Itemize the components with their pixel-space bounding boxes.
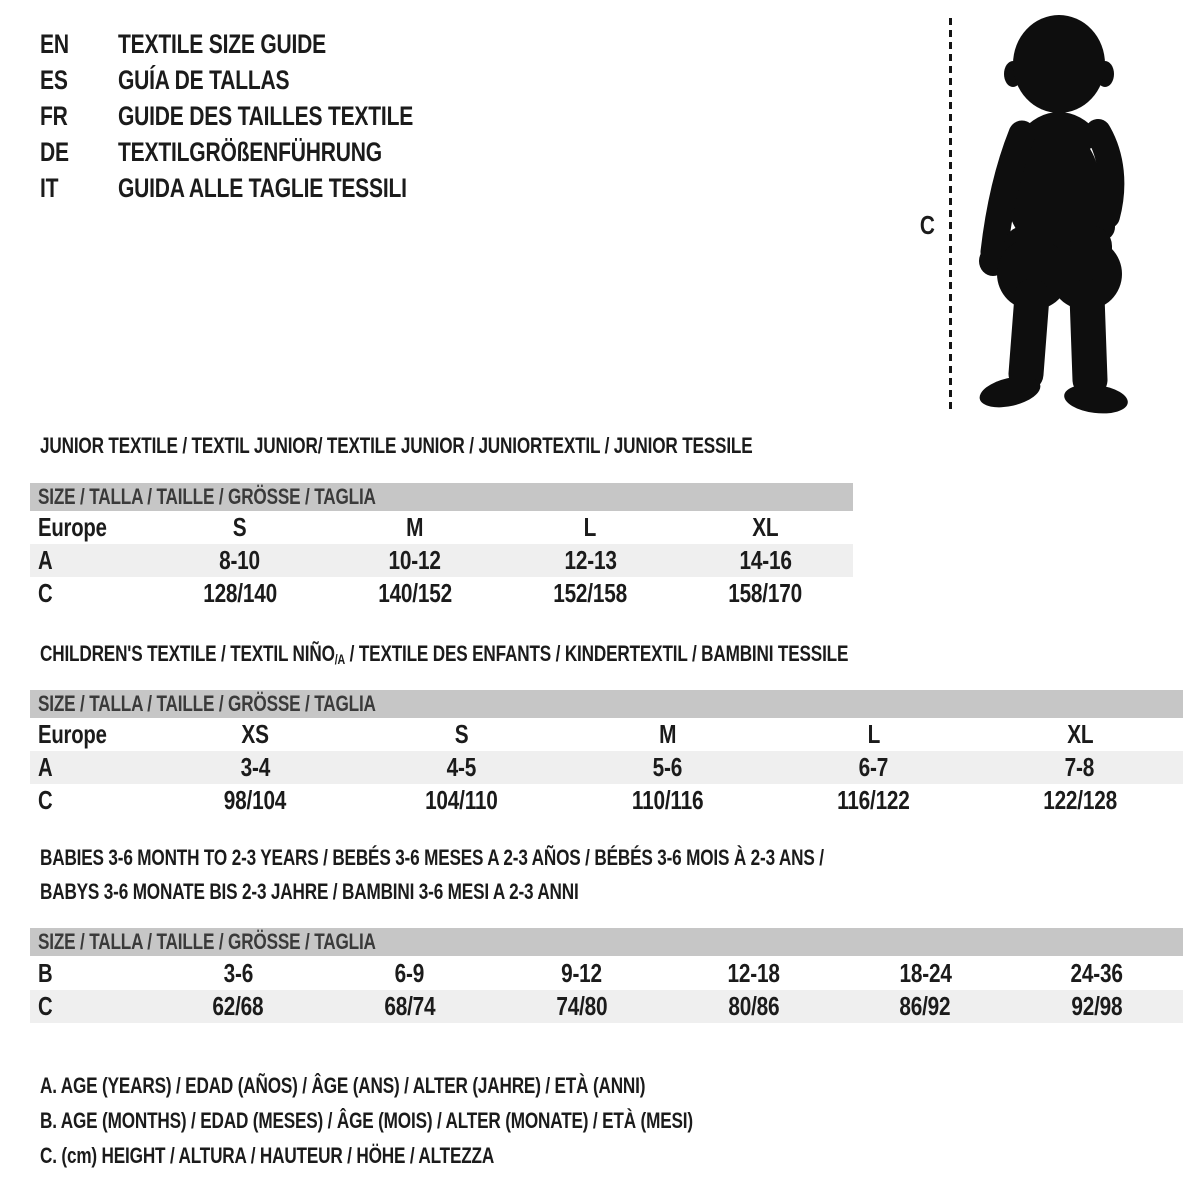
junior-section-title: JUNIOR TEXTILE / TEXTIL JUNIOR/ TEXTILE JUNIOR / JUNIORTEXTIL / JUNIOR TESSILE <box>40 433 753 458</box>
language-row-es <box>40 62 496 98</box>
row-label-c: C <box>38 785 53 815</box>
babies-size-table <box>30 957 1183 1023</box>
junior-age-m: 10-12 <box>327 544 502 577</box>
junior-size-table <box>30 511 853 610</box>
junior-age-xl: 14-16 <box>678 544 853 577</box>
babies-section-title-line1: BABIES 3-6 MONTH TO 2-3 YEARS / BEBÉS 3-6 MESES A 2-3 AÑOS / BÉBÉS 3-6 MOIS À 2-3 ANS / <box>40 845 824 870</box>
measure-legend <box>40 1068 877 1173</box>
junior-size-s: S <box>232 512 247 542</box>
children-age-s: 4-5 <box>358 751 564 784</box>
children-height-m: 110/116 <box>631 785 704 815</box>
children-size-table <box>30 718 1183 817</box>
guide-title-fr: GUIDE DES TAILLES TEXTILE <box>118 100 414 131</box>
legend-age-months: B. AGE (MONTHS) / EDAD (MESES) / ÂGE (MOIS) / ALTER (MONATE) / ETÀ (MESI) <box>40 1108 693 1133</box>
children-age-xl: 7-8 <box>977 751 1183 784</box>
legend-height-cm: C. (cm) HEIGHT / ALTURA / HAUTEUR / HÖHE / ALTEZZA <box>40 1143 495 1168</box>
junior-height-row <box>30 577 853 610</box>
junior-height-s: 128/140 <box>202 578 277 608</box>
language-row-fr <box>40 98 496 134</box>
language-code-es: ES <box>40 64 68 95</box>
row-label-a: A <box>30 544 152 577</box>
guide-title-es: GUÍA DE TALLAS <box>118 64 290 95</box>
children-size-m: M <box>658 719 677 749</box>
children-age-xs: 3-4 <box>152 751 358 784</box>
babies-height-row <box>30 990 1183 1023</box>
children-size-header-bar: SIZE / TALLA / TAILLE / GRÖSSE / TAGLIA <box>30 690 1183 718</box>
children-height-xs: 98/104 <box>223 785 287 815</box>
babies-months-1: 3-6 <box>223 958 253 988</box>
baby-silhouette-icon <box>966 14 1138 420</box>
babies-months-5: 18-24 <box>899 958 952 988</box>
junior-age-row <box>30 544 853 577</box>
children-size-s: S <box>454 719 469 749</box>
language-row-en <box>40 26 496 62</box>
guide-title-de: TEXTILGRÖßENFÜHRUNG <box>118 136 382 167</box>
guide-title-en: TEXTILE SIZE GUIDE <box>118 28 327 59</box>
row-label-b: B <box>38 958 53 988</box>
row-label-a: A <box>30 751 152 784</box>
babies-height-1: 62/68 <box>152 990 324 1023</box>
row-label-c: C <box>30 990 152 1023</box>
babies-months-4: 12-18 <box>727 958 780 988</box>
children-age-row <box>30 751 1183 784</box>
children-size-l: L <box>867 719 880 749</box>
junior-size-l: L <box>583 512 597 542</box>
language-code-de: DE <box>40 136 69 167</box>
babies-section-title-line2: BABYS 3-6 MONATE BIS 2-3 JAHRE / BAMBINI 3-6 MESI A 2-3 ANNI <box>40 879 579 904</box>
language-code-fr: FR <box>40 100 68 131</box>
babies-size-header-bar: SIZE / TALLA / TAILLE / GRÖSSE / TAGLIA <box>30 928 1183 956</box>
junior-size-xl: XL <box>752 512 779 542</box>
children-title-subscript: /A <box>334 652 346 667</box>
language-code-it: IT <box>40 172 59 203</box>
junior-height-m: 140/152 <box>377 578 452 608</box>
children-height-xl: 122/128 <box>1042 785 1117 815</box>
children-region-label: Europe <box>38 719 107 749</box>
children-height-l: 116/122 <box>837 785 910 815</box>
language-title-list <box>40 26 496 206</box>
children-size-xs: XS <box>241 719 269 749</box>
children-height-s: 104/110 <box>424 785 498 815</box>
language-code-en: EN <box>40 28 69 59</box>
language-row-it <box>40 170 496 206</box>
junior-age-s: 8-10 <box>152 544 327 577</box>
height-measure-label: C <box>919 210 935 240</box>
babies-height-3: 74/80 <box>496 990 668 1023</box>
children-height-row <box>30 784 1183 817</box>
babies-months-2: 6-9 <box>395 958 425 988</box>
junior-height-l: 152/158 <box>553 578 627 608</box>
junior-size-m: M <box>406 512 424 542</box>
row-label-c: C <box>38 578 53 608</box>
children-age-m: 5-6 <box>564 751 770 784</box>
junior-age-l: 12-13 <box>503 544 678 577</box>
children-size-xl: XL <box>1066 719 1093 749</box>
babies-months-row <box>30 957 1183 990</box>
babies-height-6: 92/98 <box>1011 990 1183 1023</box>
language-row-de <box>40 134 496 170</box>
legend-age-years: A. AGE (YEARS) / EDAD (AÑOS) / ÂGE (ANS) / ALTER (JAHRE) / ETÀ (ANNI) <box>40 1073 646 1098</box>
children-section-title: CHILDREN'S TEXTILE / TEXTIL $NIÑO_{/A}$ / TEXTILE DES ENFANTS / KINDERTEXTIL / BAMBINI TESSILE <box>40 641 849 667</box>
junior-sizes-row <box>30 511 853 544</box>
height-measure-dashed-line <box>949 18 952 414</box>
junior-height-xl: 158/170 <box>728 578 803 608</box>
children-sizes-row <box>30 718 1183 751</box>
babies-months-3: 9-12 <box>561 958 602 988</box>
junior-region-label: Europe <box>38 512 107 542</box>
junior-size-header-bar: SIZE / TALLA / TAILLE / GRÖSSE / TAGLIA <box>30 483 853 511</box>
guide-title-it: GUIDA ALLE TAGLIE TESSILI <box>118 172 407 203</box>
babies-months-6: 24-36 <box>1070 958 1124 988</box>
babies-height-2: 68/74 <box>324 990 496 1023</box>
children-age-l: 6-7 <box>771 751 977 784</box>
babies-height-5: 86/92 <box>839 990 1011 1023</box>
babies-height-4: 80/86 <box>667 990 839 1023</box>
